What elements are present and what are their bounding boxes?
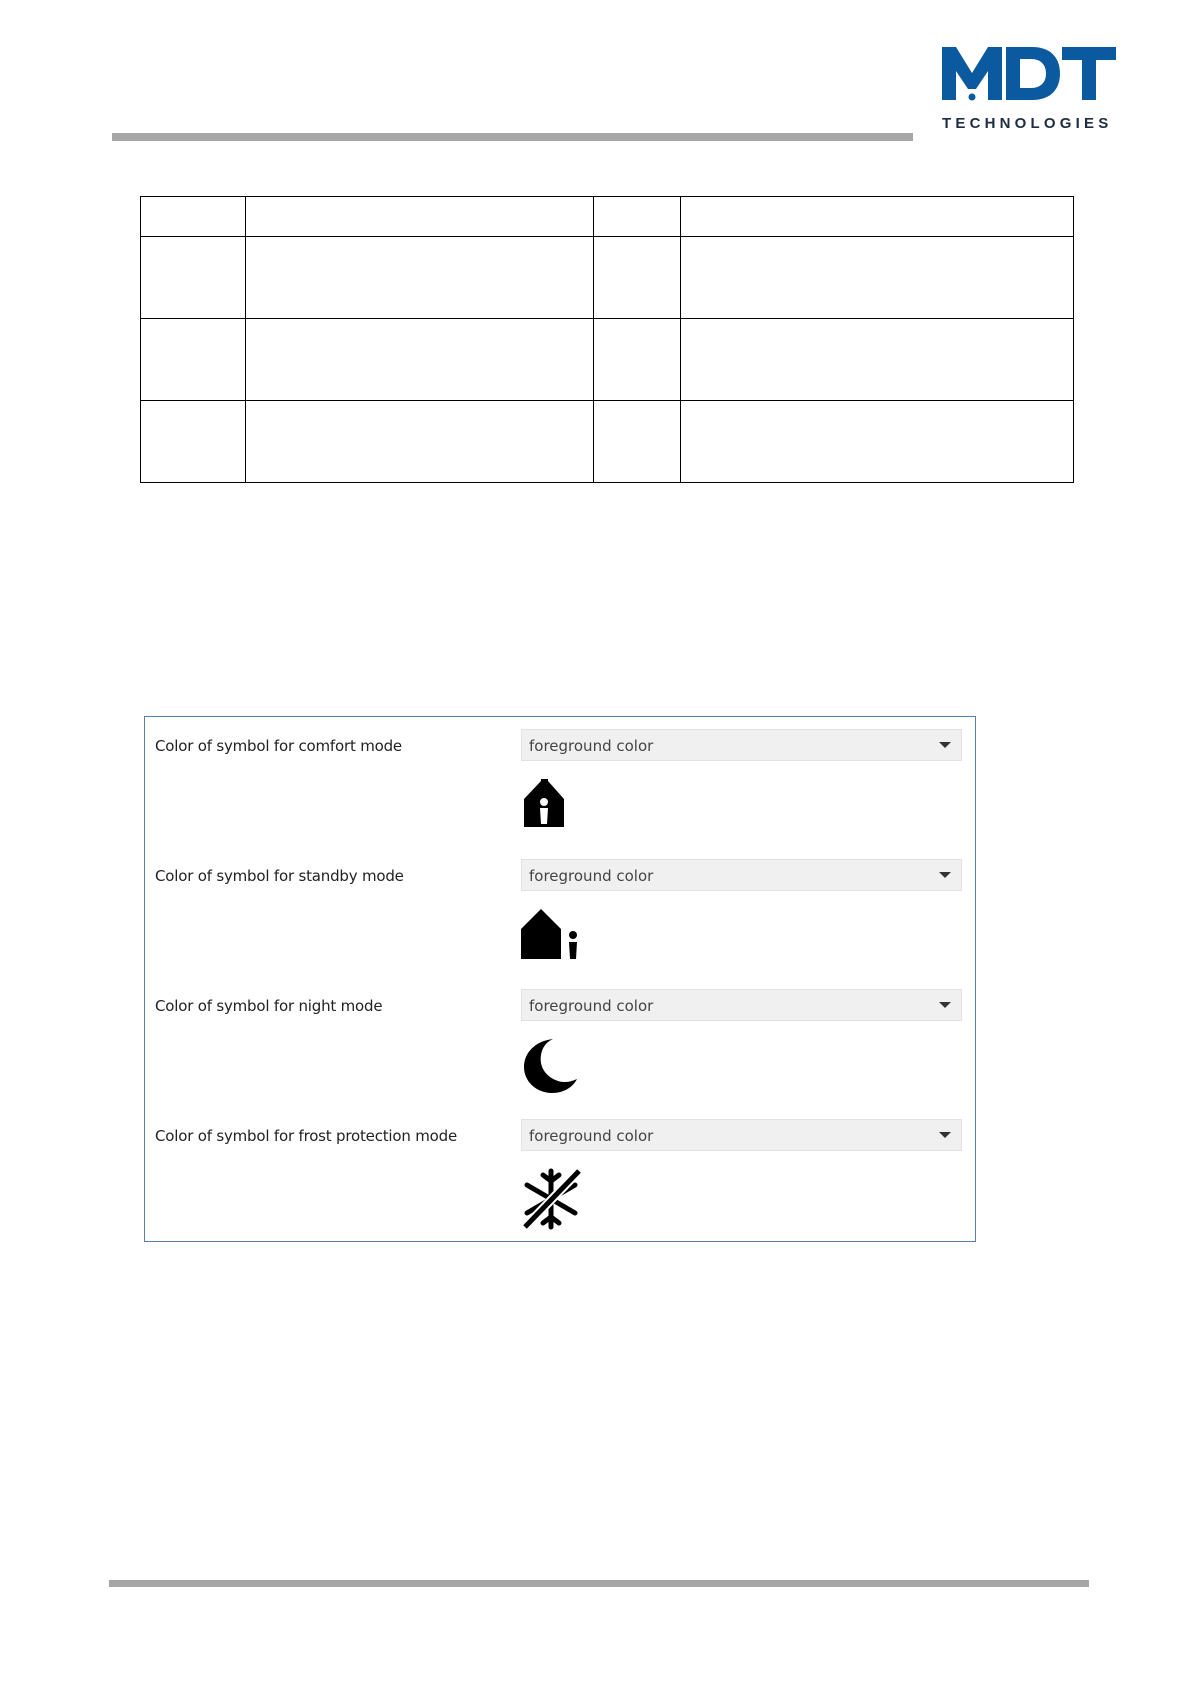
night-symbol-color-label: Color of symbol for night mode [155,997,383,1015]
select-value: foreground color [529,867,654,885]
select-value: foreground color [529,737,654,755]
table-cell [681,319,1074,401]
table-cell [246,237,594,319]
mdt-logo-mark [942,45,1116,105]
select-value: foreground color [529,997,654,1015]
table-row [141,237,1074,319]
table-cell [141,401,246,483]
table-cell [594,401,681,483]
table-cell [141,319,246,401]
table-row [141,197,1074,237]
symbol-color-settings-panel [144,716,976,1242]
table-cell [681,401,1074,483]
logo-subtext: TECHNOLOGIES [942,115,1113,132]
table-cell [246,401,594,483]
table-cell [246,197,594,237]
table-cell [594,319,681,401]
table-row [141,319,1074,401]
standby-house-icon [521,907,581,961]
chevron-down-icon[interactable] [939,1002,951,1008]
table-cell [141,197,246,237]
moon-icon [521,1037,581,1095]
table-cell [141,237,246,319]
mdt-logo [942,45,1116,135]
standby-symbol-color-label: Color of symbol for standby mode [155,867,404,885]
standby-symbol-color-select[interactable] [521,859,962,891]
comfort-symbol-color-select[interactable] [521,729,962,761]
footer-rule [109,1580,1089,1587]
comfort-house-icon [521,777,567,829]
header-rule [112,133,913,141]
snowflake-struck-icon [521,1167,583,1231]
table-row [141,401,1074,483]
table-cell [594,197,681,237]
frost-symbol-color-label: Color of symbol for frost protection mode [155,1127,457,1145]
chevron-down-icon[interactable] [939,1132,951,1138]
table-cell [246,319,594,401]
night-symbol-color-select[interactable] [521,989,962,1021]
table-cell [681,237,1074,319]
table-cell [681,197,1074,237]
empty-table [140,196,1074,483]
chevron-down-icon[interactable] [939,742,951,748]
table-cell [594,237,681,319]
chevron-down-icon[interactable] [939,872,951,878]
select-value: foreground color [529,1127,654,1145]
frost-symbol-color-select[interactable] [521,1119,962,1151]
comfort-symbol-color-label: Color of symbol for comfort mode [155,737,402,755]
